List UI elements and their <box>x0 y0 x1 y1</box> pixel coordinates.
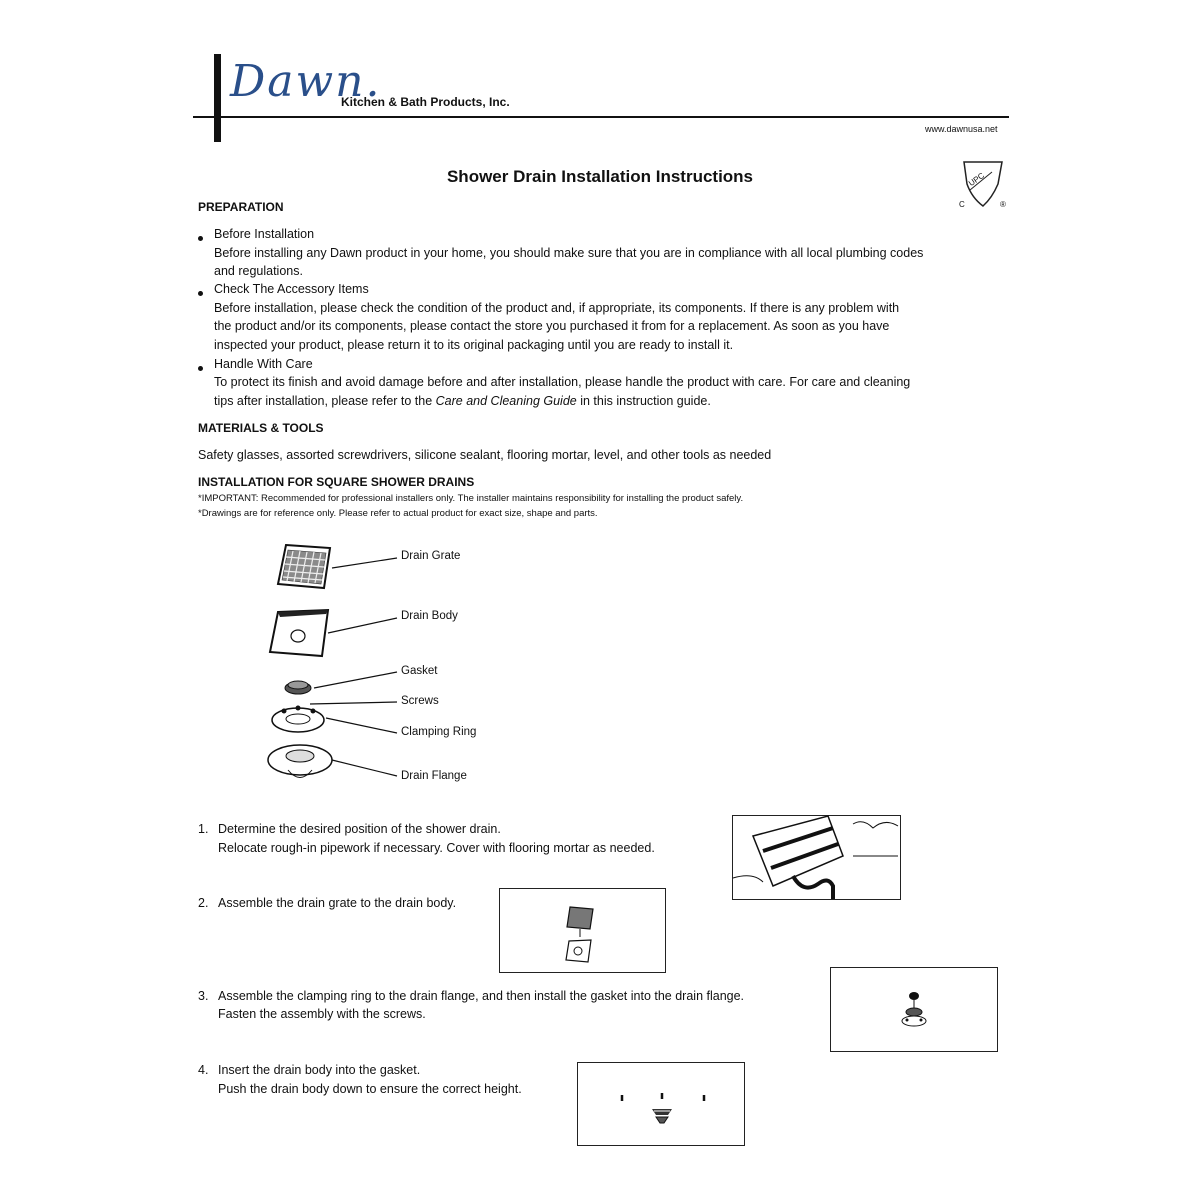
label-clamping-ring: Clamping Ring <box>401 726 477 738</box>
page-title: Shower Drain Installation Instructions <box>446 167 754 186</box>
prep-item-text: inspected your product, please return it to its original packaging until you are ready to install it. <box>214 338 734 352</box>
prep-text-a: tips after installation, please refer to the <box>214 394 436 408</box>
label-drain-body: Drain Body <box>401 610 458 622</box>
label-screws: Screws <box>401 695 439 707</box>
prep-item-text: the product and/or its components, please contact the store you purchased it from for a replacement. As soon as you have <box>214 319 890 333</box>
prep-item-title: Handle With Care <box>214 357 313 371</box>
step-3-illustration <box>830 967 998 1052</box>
rough-in-drawing <box>733 816 900 899</box>
important-note: *IMPORTANT: Recommended for professional installers only. The installer maintains responsibility for installing the product safely. <box>198 493 744 504</box>
label-gasket: Gasket <box>401 665 438 677</box>
preparation-heading: PREPARATION <box>198 200 284 214</box>
step-text: Assemble the clamping ring to the drain flange, and then install the gasket into the drain flange. <box>218 989 745 1003</box>
step-text: Relocate rough-in pipework if necessary. Cover with flooring mortar as needed. <box>218 841 655 855</box>
body-into-gasket-drawing <box>578 1063 744 1145</box>
logo-script: Dawn. <box>230 56 382 107</box>
label-drain-grate: Drain Grate <box>401 550 461 562</box>
step-text: Determine the desired position of the shower drain. <box>218 822 501 836</box>
label-drain-flange: Drain Flange <box>401 770 467 782</box>
cert-r: ® <box>1000 200 1006 209</box>
header-rule <box>193 116 1009 118</box>
grate-body-assembly-drawing <box>500 889 665 972</box>
prep-item-text: and regulations. <box>214 264 303 278</box>
company-name: Kitchen & Bath Products, Inc. <box>341 95 510 109</box>
website: www.dawnusa.net <box>925 124 998 134</box>
prep-item-text: Before installing any Dawn product in your home, you should make sure that you are in compliance with all local plumbing codes <box>214 246 924 260</box>
bullet-icon <box>198 366 203 371</box>
step-1-illustration <box>732 815 901 900</box>
step-text: Insert the drain body into the gasket. <box>218 1063 421 1077</box>
upc-letters: UPC <box>966 170 986 189</box>
prep-item-text: To protect its finish and avoid damage before and after installation, please handle the product with care. For care and cleaning <box>214 375 911 389</box>
cert-c: C <box>959 200 965 209</box>
leader-lines <box>300 540 410 790</box>
prep-item-text: Before installation, please check the condition of the product and, if appropriate, its components. If there is any problem with <box>214 301 900 315</box>
installation-heading: INSTALLATION FOR SQUARE SHOWER DRAINS <box>198 475 475 489</box>
bullet-icon <box>198 291 203 296</box>
step-number: 4. <box>198 1063 209 1077</box>
step-number: 1. <box>198 822 209 836</box>
materials-text: Safety glasses, assorted screwdrivers, silicone sealant, flooring mortar, level, and other tools as needed <box>198 448 772 462</box>
step-text: Assemble the drain grate to the drain body. <box>218 896 457 910</box>
prep-item-text-last <box>214 392 711 411</box>
drawings-note: *Drawings are for reference only. Please refer to actual product for exact size, shape and parts. <box>198 508 598 519</box>
step-text: Push the drain body down to ensure the correct height. <box>218 1082 522 1096</box>
bullet-icon <box>198 236 203 241</box>
prep-item-title: Check The Accessory Items <box>214 282 369 296</box>
step-text: Fasten the assembly with the screws. <box>218 1007 426 1021</box>
step-2-illustration <box>499 888 666 973</box>
step-number: 3. <box>198 989 209 1003</box>
materials-heading: MATERIALS & TOOLS <box>198 421 324 435</box>
prep-text-b: in this instruction guide. <box>576 394 711 408</box>
step-number: 2. <box>198 896 209 910</box>
step-4-illustration <box>577 1062 745 1146</box>
logo-bar <box>214 54 221 142</box>
flange-assembly-drawing <box>831 968 997 1051</box>
care-guide-ref: Care and Cleaning Guide <box>435 394 577 408</box>
prep-item-title: Before Installation <box>214 227 315 241</box>
